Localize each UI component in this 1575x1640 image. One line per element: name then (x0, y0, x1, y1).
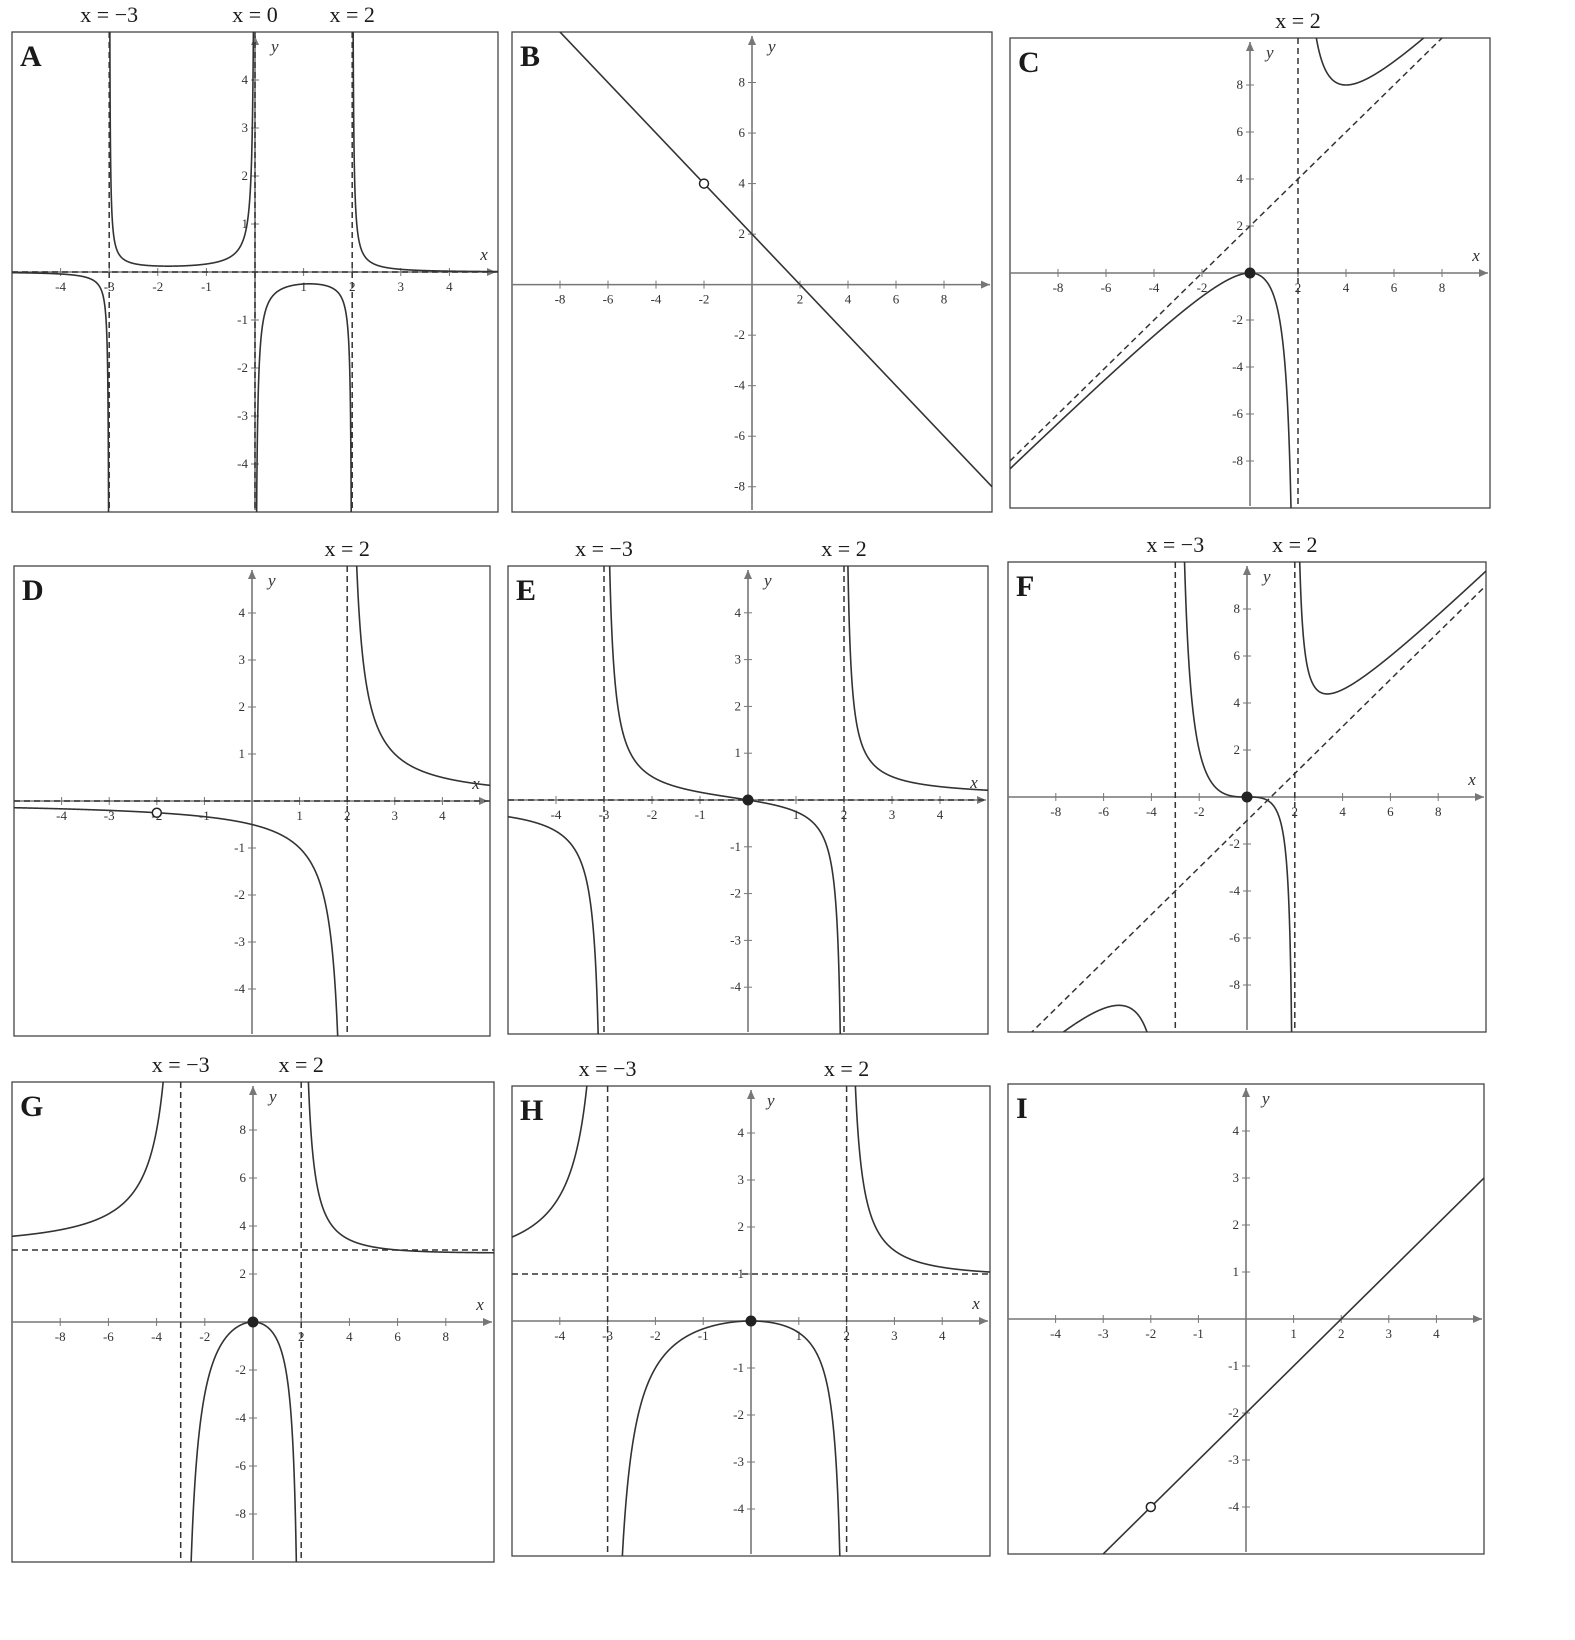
y-tick-label: -2 (237, 360, 248, 375)
y-tick-label: -4 (1232, 359, 1243, 374)
graph-svg-b (512, 0, 992, 512)
y-tick-label: 1 (238, 746, 245, 761)
x-tick-label: -4 (56, 808, 68, 823)
x-tick-label: 2 (343, 808, 351, 823)
x-tick-label: -4 (151, 1329, 163, 1344)
x-tick-label: 2 (840, 807, 848, 822)
x-tick-label: 2 (796, 291, 804, 307)
x-tick-label: -2 (152, 279, 164, 294)
x-tick-label: -6 (1100, 280, 1112, 295)
x-tick-label: 8 (442, 1329, 450, 1344)
y-tick-label: 4 (1236, 171, 1243, 186)
y-tick-label: 2 (737, 1219, 744, 1234)
x-tick-label: 2 (1294, 280, 1302, 295)
x-axis-label: x (472, 774, 480, 793)
vertical-asymptote-label: x = −3 (1146, 532, 1205, 557)
x-axis-label: x (476, 1295, 484, 1314)
graph-svg-a (12, 0, 498, 512)
x-tick-label: -2 (698, 291, 710, 307)
y-tick-label: -4 (730, 979, 741, 995)
x-tick-label: 8 (1434, 804, 1442, 819)
y-tick-label: 6 (738, 125, 745, 141)
y-tick-label: -8 (1232, 453, 1243, 468)
x-tick-label: 1 (795, 1328, 803, 1343)
x-tick-label: 4 (1342, 280, 1350, 295)
x-tick-label: -1 (697, 1328, 709, 1343)
vertical-asymptote-label: x = 2 (1272, 532, 1318, 557)
x-tick-label: -8 (1050, 804, 1062, 819)
x-tick-label: 4 (439, 808, 446, 823)
graph-panel-h (512, 1054, 990, 1556)
x-tick-label: -1 (200, 279, 212, 294)
y-tick-label: 8 (738, 74, 745, 90)
graph-svg-d (14, 534, 490, 1036)
panel-letter: H (520, 1094, 544, 1127)
x-tick-label: 3 (891, 1328, 898, 1343)
x-tick-label: -2 (199, 1329, 211, 1344)
panel-letter: C (1018, 46, 1040, 79)
y-tick-label: 1 (737, 1266, 744, 1281)
open-point (1146, 1503, 1155, 1512)
y-tick-label: 2 (1232, 1217, 1239, 1232)
graph-svg-i (1008, 1052, 1484, 1554)
x-axis-label: x (1468, 770, 1476, 789)
y-tick-label: -8 (235, 1506, 246, 1521)
panel-letter: B (520, 40, 541, 73)
vertical-asymptote-label: x = −3 (80, 2, 139, 27)
y-tick-label: 2 (238, 699, 245, 714)
x-tick-label: -1 (1192, 1326, 1204, 1341)
x-tick-label: -4 (650, 291, 662, 307)
graph-panel-f (1008, 530, 1486, 1032)
y-tick-label: -2 (733, 1407, 744, 1422)
x-tick-label: 2 (297, 1329, 305, 1344)
panel-letter: D (22, 574, 44, 607)
y-axis-label: y (271, 37, 279, 56)
y-tick-label: -8 (1229, 977, 1240, 992)
graph-svg-f (1008, 530, 1486, 1032)
y-tick-label: 4 (238, 605, 245, 620)
graph-svg-h (512, 1054, 990, 1556)
y-tick-label: 2 (738, 226, 745, 242)
y-tick-label: 1 (1232, 1264, 1239, 1279)
vertical-asymptote-label: x = 2 (823, 1056, 870, 1081)
y-tick-label: 3 (238, 652, 245, 667)
x-tick-label: 2 (1337, 1326, 1345, 1341)
x-tick-label: 8 (1438, 280, 1446, 295)
x-tick-label: -2 (1196, 280, 1208, 295)
graph-panel-i (1008, 1052, 1484, 1554)
x-tick-label: -3 (103, 808, 115, 823)
graph-panel-g (12, 1050, 494, 1562)
y-tick-label: 2 (1233, 742, 1240, 757)
y-tick-label: 4 (241, 72, 248, 87)
y-tick-label: 3 (737, 1172, 744, 1187)
y-tick-label: 4 (734, 604, 741, 620)
x-tick-label: -2 (1193, 804, 1205, 819)
y-tick-label: -6 (1229, 930, 1240, 945)
x-tick-label: 4 (844, 291, 852, 307)
y-axis-label: y (1266, 43, 1274, 62)
vertical-asymptote-label: x = 0 (232, 2, 278, 27)
x-tick-label: -2 (1145, 1326, 1157, 1341)
y-tick-label: 8 (1233, 601, 1240, 616)
y-tick-label: 4 (737, 1125, 744, 1140)
y-tick-label: -1 (234, 840, 245, 855)
vertical-asymptote-label: x = 2 (1275, 8, 1321, 33)
y-tick-label: -3 (730, 932, 741, 948)
x-tick-label: -1 (198, 808, 210, 823)
x-tick-label: -1 (694, 807, 706, 822)
y-tick-label: -6 (734, 428, 745, 444)
y-tick-label: -4 (733, 1501, 744, 1516)
x-axis-label: x (970, 773, 978, 792)
y-tick-label: -2 (730, 885, 741, 901)
x-tick-label: 3 (1385, 1326, 1393, 1341)
y-tick-label: -6 (235, 1458, 246, 1473)
y-axis-label: y (768, 37, 776, 56)
y-tick-label: 2 (1236, 218, 1243, 233)
open-point (700, 179, 709, 188)
y-tick-label: -2 (1228, 1405, 1239, 1420)
x-tick-label: 1 (300, 279, 307, 294)
y-tick-label: -2 (1232, 312, 1243, 327)
y-tick-label: -6 (1232, 406, 1243, 421)
vertical-asymptote-label: x = 2 (821, 536, 867, 561)
y-tick-label: -3 (234, 934, 245, 949)
y-tick-label: 3 (1232, 1170, 1239, 1185)
panel-letter: A (20, 40, 42, 73)
x-tick-label: -4 (1050, 1326, 1062, 1341)
x-tick-label: -3 (598, 807, 610, 822)
y-tick-label: 3 (241, 120, 248, 135)
x-tick-label: -3 (1097, 1326, 1109, 1341)
y-tick-label: -2 (734, 327, 745, 343)
x-tick-label: -2 (649, 1328, 661, 1343)
y-tick-label: -4 (234, 981, 245, 996)
y-tick-label: -4 (1229, 883, 1240, 898)
y-tick-label: 4 (738, 175, 745, 191)
x-tick-label: 6 (1390, 280, 1398, 295)
x-tick-label: -8 (554, 291, 566, 307)
graph-svg-g (12, 1050, 494, 1562)
solid-point (743, 795, 753, 805)
x-axis-label: x (972, 1294, 980, 1313)
x-tick-label: 2 (348, 279, 356, 294)
y-tick-label: 6 (1236, 124, 1243, 139)
open-point (152, 808, 161, 817)
graph-svg-c (1010, 6, 1490, 508)
x-tick-label: -4 (1148, 280, 1160, 295)
y-tick-label: 4 (1233, 695, 1240, 710)
x-tick-label: 1 (296, 808, 303, 823)
x-tick-label: 8 (940, 291, 948, 307)
y-axis-label: y (1262, 1089, 1270, 1108)
solid-point (248, 1317, 258, 1327)
y-axis-label: y (764, 571, 772, 590)
y-tick-label: -1 (733, 1360, 744, 1375)
vertical-asymptote-label: x = 2 (278, 1052, 324, 1077)
x-tick-label: 6 (1387, 804, 1394, 819)
y-tick-label: 4 (239, 1218, 246, 1233)
x-tick-label: 3 (888, 807, 896, 822)
x-tick-label: -6 (1098, 804, 1110, 819)
x-axis-label: x (480, 245, 488, 264)
y-tick-label: 2 (241, 168, 248, 183)
x-tick-label: -2 (646, 807, 658, 822)
y-tick-label: -3 (1228, 1452, 1239, 1467)
x-tick-label: 4 (936, 807, 944, 822)
vertical-asymptote-label: x = 2 (329, 2, 375, 27)
x-tick-label: -4 (554, 1328, 566, 1343)
y-tick-label: 2 (734, 698, 741, 714)
panel-letter: E (516, 574, 537, 607)
y-axis-label: y (1263, 567, 1271, 586)
x-tick-label: 4 (1433, 1326, 1440, 1341)
x-tick-label: -3 (602, 1328, 614, 1343)
x-tick-label: 3 (391, 808, 399, 823)
graph-panel-a (12, 0, 498, 512)
y-axis-label: y (269, 1087, 277, 1106)
x-tick-label: 4 (938, 1328, 946, 1343)
y-tick-label: 3 (734, 651, 741, 667)
graph-panel-b (512, 0, 992, 512)
x-tick-label: -4 (1145, 804, 1157, 819)
y-axis-label: y (268, 571, 276, 590)
y-tick-label: 2 (239, 1266, 246, 1281)
vertical-asymptote-label: x = 2 (324, 536, 370, 561)
x-tick-label: -6 (102, 1329, 114, 1344)
y-tick-label: 1 (734, 745, 741, 761)
graph-svg-e (508, 534, 988, 1034)
solid-point (1245, 268, 1255, 278)
x-tick-label: -4 (55, 279, 67, 294)
panel-letter: I (1016, 1092, 1028, 1125)
panel-letter: F (1016, 570, 1035, 603)
x-tick-label: 4 (446, 279, 453, 294)
x-tick-label: 4 (1339, 804, 1346, 819)
x-tick-label: 2 (1291, 804, 1299, 819)
x-axis-label: x (1472, 246, 1480, 265)
y-tick-label: -4 (1228, 1499, 1239, 1514)
vertical-asymptote-label: x = −3 (575, 536, 633, 561)
panel-letter: G (20, 1090, 44, 1123)
x-tick-label: 1 (792, 807, 800, 822)
x-tick-label: 2 (843, 1328, 850, 1343)
y-tick-label: 8 (239, 1122, 246, 1137)
y-tick-label: -4 (734, 377, 745, 393)
y-tick-label: -3 (237, 408, 248, 423)
x-tick-label: -4 (550, 807, 562, 822)
y-tick-label: -8 (734, 478, 745, 494)
x-tick-label: 6 (892, 291, 900, 307)
y-tick-label: 8 (1236, 77, 1243, 92)
y-tick-label: -2 (235, 1362, 246, 1377)
graph-panel-e (508, 534, 988, 1034)
x-tick-label: -8 (54, 1329, 66, 1344)
y-tick-label: -3 (733, 1454, 744, 1469)
vertical-asymptote-label: x = −3 (151, 1052, 210, 1077)
y-tick-label: -1 (730, 838, 741, 854)
y-tick-label: 6 (239, 1170, 246, 1185)
x-tick-label: 1 (1290, 1326, 1297, 1341)
y-axis-label: y (767, 1091, 775, 1110)
x-tick-label: -3 (103, 279, 115, 294)
x-tick-label: 3 (397, 279, 405, 294)
x-tick-label: -6 (602, 291, 614, 307)
y-tick-label: -4 (235, 1410, 246, 1425)
y-tick-label: -2 (1229, 836, 1240, 851)
y-tick-label: 6 (1233, 648, 1240, 663)
graph-panel-c (1010, 6, 1490, 508)
y-tick-label: -1 (237, 312, 248, 327)
x-tick-label: 6 (394, 1329, 401, 1344)
y-tick-label: -4 (237, 456, 248, 471)
x-tick-label: 4 (346, 1329, 353, 1344)
x-tick-label: -8 (1052, 280, 1064, 295)
graph-panel-d (14, 534, 490, 1036)
y-tick-label: -1 (1228, 1358, 1239, 1373)
solid-point (1242, 792, 1252, 802)
y-tick-label: 1 (241, 216, 248, 231)
solid-point (746, 1316, 756, 1326)
vertical-asymptote-label: x = −3 (578, 1056, 637, 1081)
y-tick-label: 4 (1232, 1123, 1239, 1138)
y-tick-label: -2 (234, 887, 245, 902)
